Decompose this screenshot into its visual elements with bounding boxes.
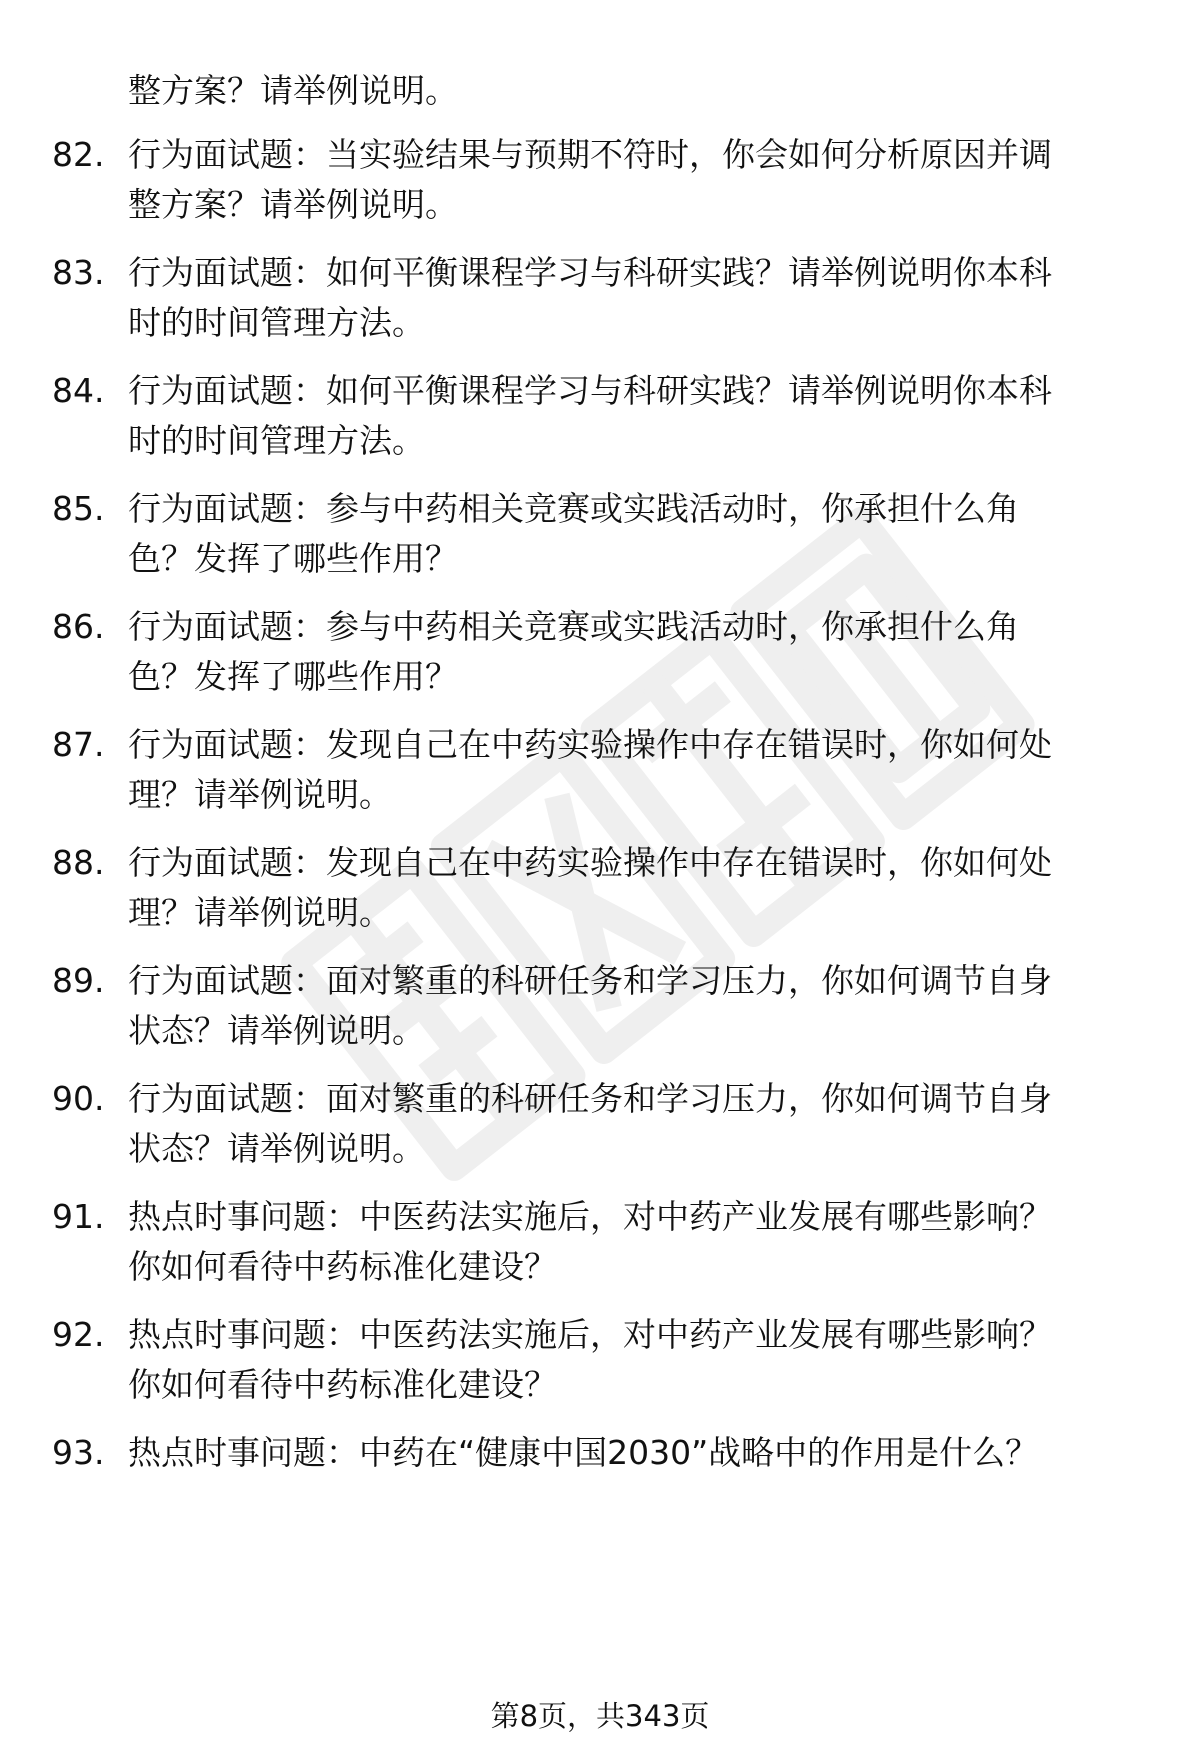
- item-line: 状态？请举例说明。: [128, 1129, 425, 1168]
- item-number: 88.: [52, 843, 105, 882]
- item-line: 理？请举例说明。: [128, 893, 392, 932]
- item-line: 状态？请举例说明。: [128, 1011, 425, 1050]
- continuation-text: 整方案？请举例说明。: [128, 71, 458, 110]
- item-line: 热点时事问题：中医药法实施后，对中药产业发展有哪些影响？: [128, 1315, 1052, 1354]
- item-line: 行为面试题：如何平衡课程学习与科研实践？请举例说明你本科: [128, 371, 1052, 410]
- item-number: 92.: [52, 1315, 105, 1354]
- item-line: 理？请举例说明。: [128, 775, 392, 814]
- item-line: 色？发挥了哪些作用？: [128, 657, 458, 696]
- item-number: 89.: [52, 961, 105, 1000]
- item-line: 行为面试题：面对繁重的科研任务和学习压力，你如何调节自身: [128, 1079, 1052, 1118]
- item-line: 行为面试题：面对繁重的科研任务和学习压力，你如何调节自身: [128, 961, 1052, 1000]
- item-line: 时的时间管理方法。: [128, 303, 425, 342]
- item-line: 时的时间管理方法。: [128, 421, 425, 460]
- page-footer: 第8页，共343页: [490, 1699, 710, 1733]
- item-number: 93.: [52, 1433, 105, 1472]
- item-number: 86.: [52, 607, 105, 646]
- item-line: 行为面试题：发现自己在中药实验操作中存在错误时，你如何处: [128, 725, 1052, 764]
- item-line: 行为面试题：如何平衡课程学习与科研实践？请举例说明你本科: [128, 253, 1052, 292]
- item-number: 82.: [52, 135, 105, 174]
- item-line: 行为面试题：参与中药相关竞赛或实践活动时，你承担什么角: [128, 607, 1019, 646]
- item-line: 行为面试题：发现自己在中药实验操作中存在错误时，你如何处: [128, 843, 1052, 882]
- item-line: 整方案？请举例说明。: [128, 185, 458, 224]
- item-line: 行为面试题：当实验结果与预期不符时，你会如何分析原因并调: [128, 135, 1052, 174]
- item-number: 91.: [52, 1197, 105, 1236]
- item-line: 色？发挥了哪些作用？: [128, 539, 458, 578]
- item-number: 85.: [52, 489, 105, 528]
- item-line: 热点时事问题：中医药法实施后，对中药产业发展有哪些影响？: [128, 1197, 1052, 1236]
- item-line: 你如何看待中药标准化建设？: [128, 1247, 557, 1286]
- item-line: 行为面试题：参与中药相关竞赛或实践活动时，你承担什么角: [128, 489, 1019, 528]
- item-number: 90.: [52, 1079, 105, 1118]
- item-number: 87.: [52, 725, 105, 764]
- item-line: 热点时事问题：中药在“健康中国2030”战略中的作用是什么？: [128, 1433, 1039, 1472]
- item-number: 84.: [52, 371, 105, 410]
- item-line: 你如何看待中药标准化建设？: [128, 1365, 557, 1404]
- item-number: 83.: [52, 253, 105, 292]
